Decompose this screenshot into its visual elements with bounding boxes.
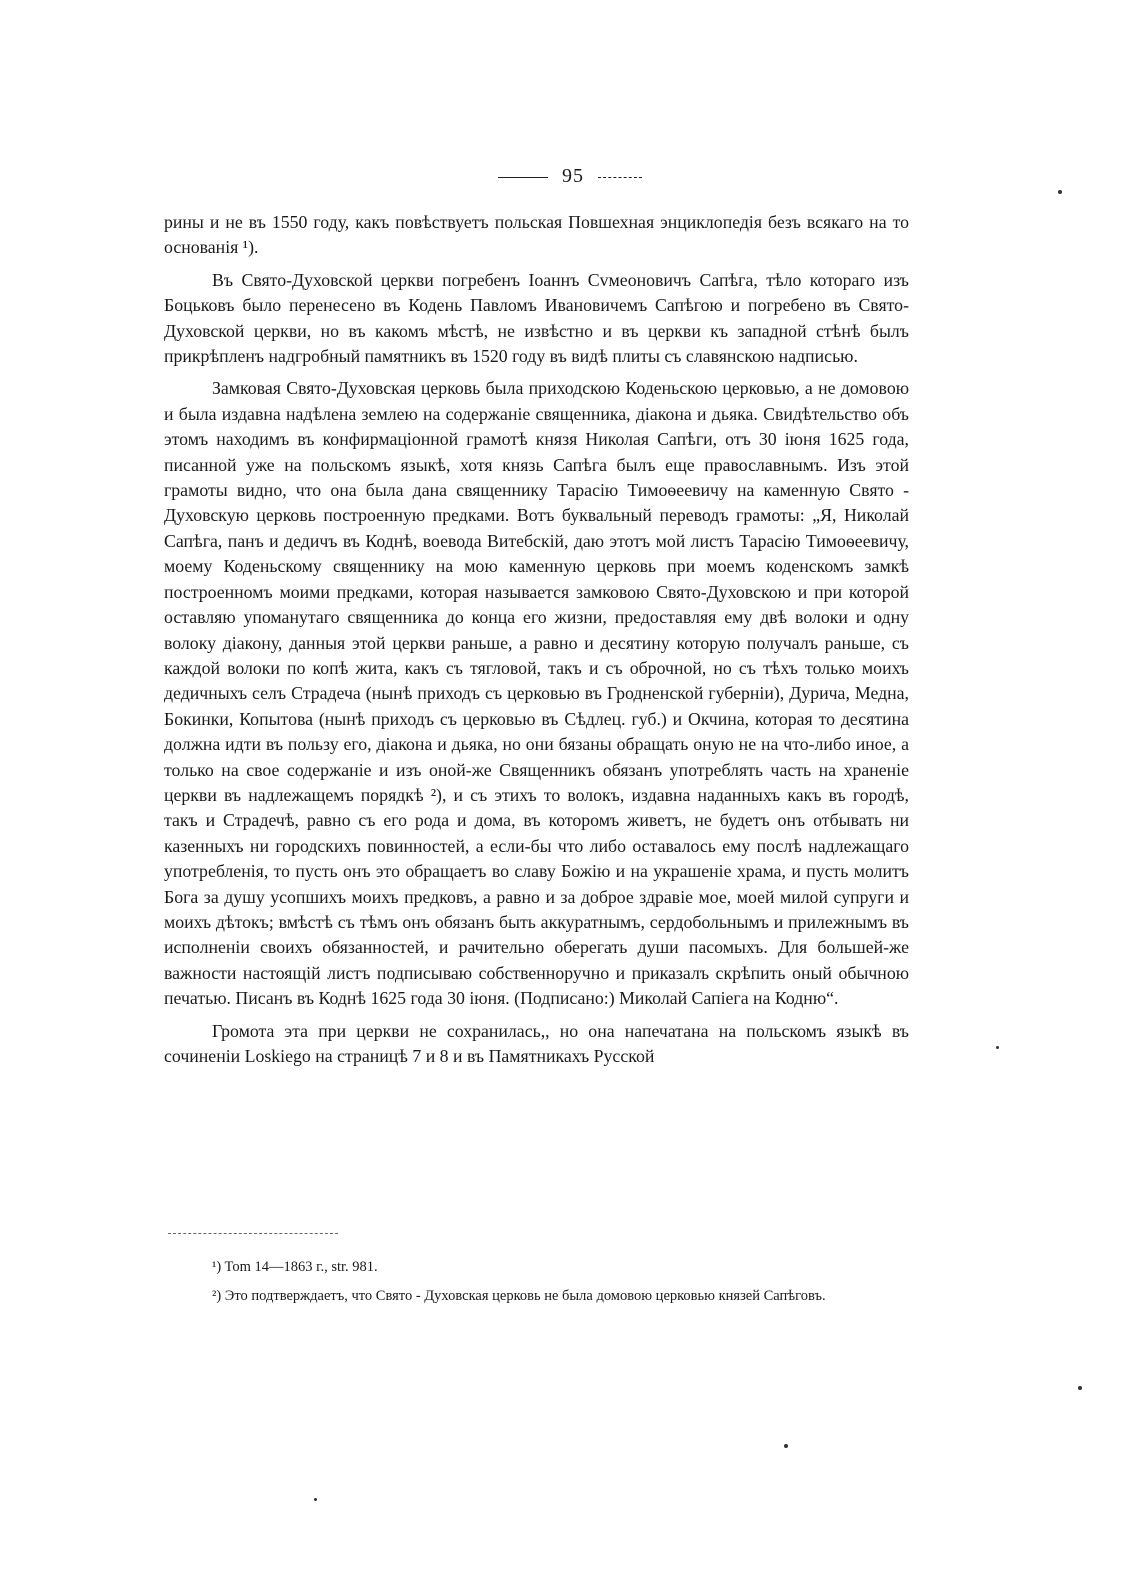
header-rule-left (498, 177, 548, 178)
paragraph: Громота эта при церкви не сохранилась,, но она напечатана на польскомъ языкѣ въ сочиненіи Loskiego на страницѣ 7 и 8 и въ Памятникахъ Русской (164, 1020, 909, 1066)
scan-speck (996, 1046, 999, 1049)
paragraph: рины и не въ 1550 году, какъ повѣствуетъ польская Повшехная энциклопедія безъ всякаго на то основанія ¹). (164, 212, 909, 258)
paragraph: Замковая Свято-Духовская церковь была приходскою Коденьскою церковью, а не домовою и была издавна надѣлена землею на содержаніе священника, діакона и дьяка. Свидѣтельство объ этомъ находимъ въ конфирмаціонной грамотѣ князя Николая Сапѣги, отъ 30 іюня 1625 года, писанной уже на польскомъ языкѣ, хотя князь Сапѣга былъ еще православнымъ. Изъ этой грамоты видно, что она была дана священнику Тарасію Тимоѳеевичу на каменную Свято - Духовскую церковь построенную предками. Вотъ буквальный переводъ грамоты: „Я, Николай Сапѣга, панъ и дедичъ въ Коднѣ, воевода Витебскій, даю этотъ мой листъ Тарасію Тимоѳеевичу, моему Коденьскому священнику на мою каменную церковь при моемъ коденскомъ замкѣ построенномъ моими предками, которая называется замковою Свято-Духовскою и при которой оставляю упоманутаго священника до конца его жизни, предоставляя ему двѣ волоки и одну волоку діакону, данныя этой церкви раньше, а равно и десятину которую получалъ раньше, съ каждой волоки по копѣ жита, какъ съ тягловой, такъ и съ оброчной, но съ тѣхъ только моихъ дедичныхъ селъ Страдеча (нынѣ приходъ съ церковью въ Гродненской губерніи), Дурича, Медна, Бокинки, Копытова (нынѣ приходъ съ церковью въ Сѣдлец. губ.) и Окчина, которая то десятина должна идти въ пользу его, діакона и дьяка, но они бязаны обращать оную не на что-либо иное, а только на свое содержаніе и изъ оной-же Священникъ обязанъ употреблять часть на храненіе церкви въ надлежащемъ порядкѣ ²), и съ этихъ то волокъ, издавна наданныхъ какъ въ городѣ, такъ и Страдечѣ, равно съ его рода и дома, въ которомъ живетъ, не будетъ онъ отбывать ни казенныхъ ни городскихъ повинностей, а если-бы что либо оставалось ему послѣ надлежащаго употребленія, то пусть онъ это обращаетъ во славу Божію и на украшеніе храма, и пусть молитъ Бога за душу усопшихъ моихъ предковъ, а равно и за доброе здравіе мое, моей милой супруги и моихъ дѣтокъ; вмѣстѣ съ тѣмъ онъ обязанъ быть аккуратнымъ, сердобольнымъ и прилежнымъ въ исполненіи своихъ обязанностей, и рачительно оберегать души пасомыхъ. Для большей-же важности настоящій листъ подписываю собственноручно и приказалъ скрѣпить оный обычною печатью. Писанъ въ Коднѣ 1625 года 30 іюня. (Подписано:) Миколай Сапіега на Кодню“. (164, 378, 909, 1009)
footnotes (164, 1257, 909, 1315)
scan-speck (1078, 1386, 1082, 1390)
page-number-text: 95 (562, 165, 584, 187)
scan-speck (314, 1498, 317, 1501)
page-number (0, 165, 1140, 188)
paragraph: Въ Свято-Духовской церкви погребенъ Іоаннъ Сvмеоновичъ Сапѣга, тѣло котораго изъ Боцьковъ было перенесено въ Кодень Павломъ Ивановичемъ Сапѣгою и погребено въ Свято-Духовской церкви, но въ какомъ мѣстѣ, не извѣстно и въ церкви къ западной стѣнѣ былъ прикрѣпленъ надгробный памятникъ въ 1520 году въ видѣ плиты съ славянскою надписью. (164, 269, 909, 367)
footnote: ²) Это подтверждаетъ, что Свято - Духовская церковь не была домовою церковью князей Сапѣговъ. (212, 1288, 826, 1304)
footnote: ¹) Tom 14—1863 г., str. 981. (212, 1259, 378, 1275)
footnote-separator (168, 1233, 338, 1234)
scan-speck (784, 1444, 788, 1448)
header-rule-right (598, 177, 642, 178)
scan-speck (1058, 190, 1062, 194)
body-text (164, 210, 909, 1076)
